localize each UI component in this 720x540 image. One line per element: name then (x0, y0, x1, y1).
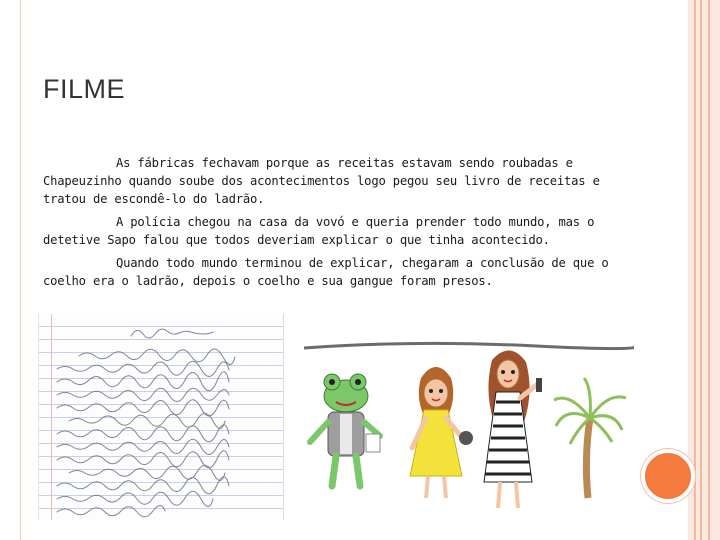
woman-striped-dress-figure (484, 350, 542, 508)
right-decorative-border (688, 0, 720, 540)
paragraph: Quando todo mundo terminou de explicar, chegaram a conclusão de que o coelho era o ladrão, depois o coelho e sua gangue foram presos. (43, 256, 609, 288)
handwriting-scribbles (39, 314, 283, 520)
girl-yellow-dress-figure (410, 367, 473, 498)
border-line (694, 0, 696, 540)
border-line (708, 0, 710, 540)
paragraph: A polícia chegou na casa da vovó e queria prender todo mundo, mas o detetive Sapo falou que todos deveriam explicar o que tinha acontecido. (43, 215, 595, 247)
decorative-orange-circle (641, 449, 695, 503)
crayon-drawing-image (296, 338, 634, 516)
body-text (43, 154, 615, 295)
frog-detective-figure (310, 374, 380, 486)
drawing-ceiling-line (304, 343, 634, 348)
border-line (700, 0, 702, 540)
handwritten-page-image (38, 314, 284, 520)
slide-title: FILME (43, 74, 126, 104)
paragraph: As fábricas fechavam porque as receitas estavam sendo roubadas e Chapeuzinho quando soube dos acontecimentos logo pegou seu livro de receitas e tratou de escondê-lo do ladrão. (43, 156, 600, 206)
palm-tree-figure (554, 378, 626, 498)
left-margin-rule (20, 0, 21, 540)
